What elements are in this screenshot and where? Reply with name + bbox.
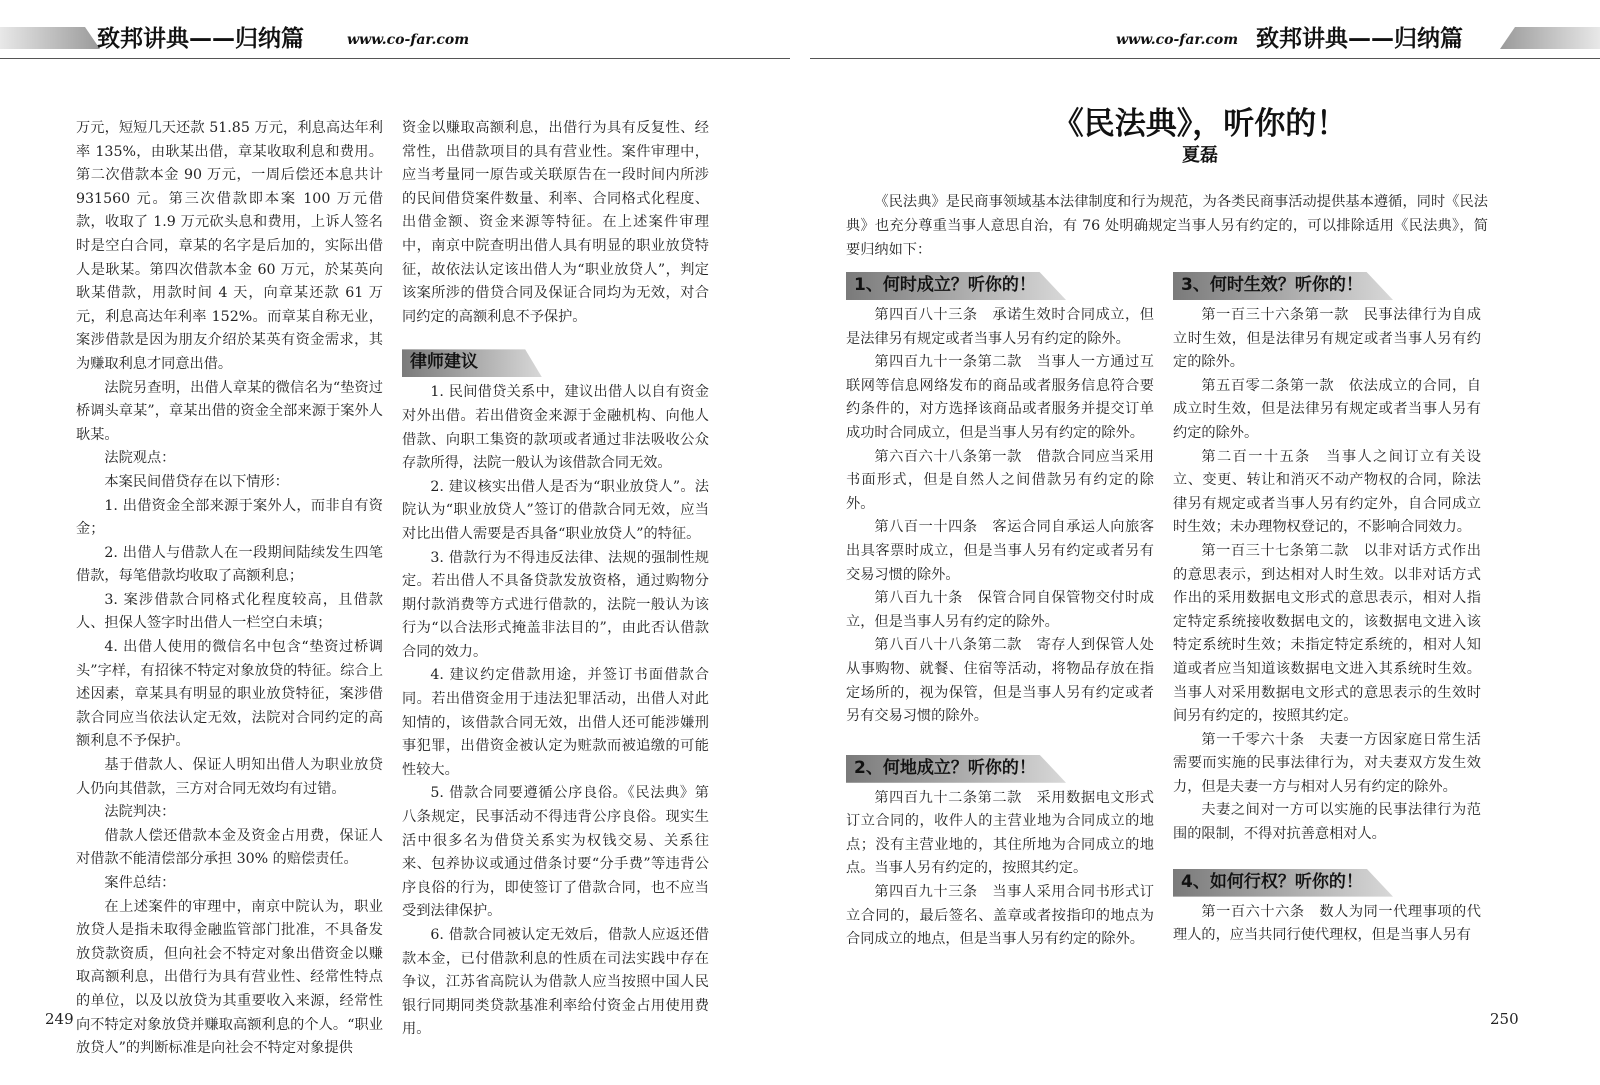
paragraph: 万元，短短几天还款 51.85 万元，利息高达年利率 135%，由耿某出借，章某收取利息和费用。第二次借款本金 90 万元，一周后偿还本息共计 931560 元。第三次借款即本案 100 万元借款，收取了 1.9 万元砍头息和费用，上诉人签名时是空白合同，章某的名字是后加的，实际出借人是耿某。第四次借款本金 60 万元，於某英向耿某借款，用款时间 4 天，向章某还款 61 万元，利息高达年利率 152%。而章某自称无业，案涉借款是因为朋友介绍於某英有资金需求，其为赚取利息才同意出借。 (76, 120, 383, 372)
paragraph: 1. 民间借贷关系中，建议出借人以自有资金对外出借。若出借资金来源于金融机构、向他人借款、向职工集资的款项或者通过非法吸收公众存款所得，法院一般认为该借款合同无效。 (402, 384, 709, 472)
header-rule (0, 58, 790, 59)
paragraph: 法院另查明，出借人章某的微信名为“垫资过桥调头章某”，章某出借的资金全部来源于案外人耿某。 (76, 379, 383, 443)
left-column-2 (402, 117, 709, 1042)
paragraph: 第四百九十三条 当事人采用合同书形式订立合同的，最后签名、盖章或者按指印的地点为合同成立的地点，但是当事人另有约定的除外。 (846, 884, 1154, 948)
paragraph: 夫妻之间对一方可以实施的民事法律行为范围的限制，不得对抗善意相对人。 (1173, 802, 1481, 843)
paragraph: 第二百一十五条 当事人之间订立有关设立、变更、转让和消灭不动产物权的合同，除法律另有规定或者当事人另有约定外，自合同成立时生效；未办理物权登记的，不影响合同效力。 (1173, 448, 1481, 536)
paragraph: 基于借款人、保证人明知出借人为职业放贷人仍向其借款，三方对合同无效均有过错。 (76, 757, 383, 797)
section-2-heading: 2、何地成立？听你的！ (854, 757, 1036, 778)
right-page (800, 0, 1600, 1085)
paragraph: 3. 借款行为不得违反法律、法规的强制性规定。若出借人不具备贷款发放资格，通过购物分期付款消费等方式进行借款的，法院一般认为该行为“以合法形式掩盖非法目的”，由此否认借款合同的效力。 (402, 549, 709, 660)
paragraph: 2. 出借人与借款人在一段期间陆续发生四笔借款，每笔借款均收取了高额利息； (76, 544, 383, 585)
paragraph: 第一千零六十条 夫妻一方因家庭日常生活需要而实施的民事法律行为，对夫妻双方发生效力，但是夫妻一方与相对人另有约定的除外。 (1173, 731, 1481, 795)
paragraph: 1. 出借资金全部来源于案外人，而非自有资金； (76, 497, 383, 538)
paragraph: 第四百九十二条第二款 采用数据电文形式订立合同的，收件人的主营业地为合同成立的地点；没有主营业地的，其住所地为合同成立的地点。当事人另有约定的，按照其约定。 (846, 789, 1154, 877)
section-3-heading: 3、何时生效？听你的！ (1181, 275, 1363, 295)
lawyer-advice-heading: 律师建议 (410, 352, 478, 373)
paragraph: 法院观点： (104, 450, 176, 467)
section-heading (1173, 272, 1481, 300)
page-number: 250 (1490, 1010, 1519, 1028)
paragraph: 4. 出借人使用的微信名中包含“垫资过桥调头”字样，有招徕不特定对象放贷的特征。综合上述因素，章某具有明显的职业放贷特征，案涉借款合同应当依法认定无效，法院对合同约定的高额利息不予保护。 (76, 639, 383, 750)
paragraph: 第八百九十条 保管合同自保管物交付时成立，但是当事人另有约定的除外。 (846, 590, 1154, 630)
right-column-1 (846, 252, 1154, 952)
paragraph: 法院判决： (104, 804, 176, 821)
paragraph: 借款人偿还借款本金及资金占用费，保证人对借款不能清偿部分承担 30% 的赔偿责任。 (76, 827, 383, 868)
paragraph: 第一百三十七条第二款 以非对话方式作出的意思表示，到达相对人时生效。以非对话方式作出的采用数据电文形式的意思表示，相对人指定特定系统接收数据电文的，该数据电文进入该特定系统时生效；未指定特定系统的，相对人知道或者应当知道该数据电文进入其系统时生效。当事人对采用数据电文形式的意思表示的生效时间另有约定的，按照其约定。 (1173, 542, 1481, 725)
paragraph: 本案民间借贷存在以下情形： (104, 473, 289, 490)
paragraph: 2. 建议核实出借人是否为“职业放贷人”。法院认为“职业放贷人”签订的借款合同无效，应当对比出借人需要是否具备“职业放贷人”的特征。 (402, 478, 709, 542)
section-heading (846, 272, 1154, 300)
header-title: 致邦讲典——归纳篇 (97, 26, 304, 52)
header-url: www.co-far.com (347, 32, 470, 48)
section-4-heading: 4、如何行权？听你的！ (1181, 871, 1363, 892)
header-url: www.co-far.com (1116, 32, 1239, 48)
paragraph: 第八百一十四条 客运合同自承运人向旅客出具客票时成立，但是当事人另有约定或者另有交易习惯的除外。 (846, 519, 1154, 583)
intro-paragraph: 《民法典》是民商事领域基本法律制度和行为规范，为各类民商事活动提供基本遵循，同时《民法典》也充分尊重当事人意思自治，有 76 处明确规定当事人另有约定的，可以排除适用《民法典》，简要归纳如下： (846, 194, 1488, 258)
paragraph: 第六百六十八条第一款 借款合同应当采用书面形式，但是自然人之间借款另有约定的除外。 (846, 448, 1154, 512)
paragraph: 第八百八十八条第二款 寄存人到保管人处从事购物、就餐、住宿等活动，将物品存放在指定场所的，视为保管，但是当事人另有约定或者另有交易习惯的除外。 (846, 637, 1154, 725)
paragraph: 第四百九十一条第二款 当事人一方通过互联网等信息网络发布的商品或者服务信息符合要约条件的，对方选择该商品或者服务并提交订单成功时合同成立，但是当事人另有约定的除外。 (846, 354, 1154, 441)
section-1-heading: 1、何时成立？听你的！ (854, 275, 1036, 295)
article-title: 《民法典》，听你的！ (1052, 106, 1348, 142)
section-heading (846, 755, 1154, 783)
paragraph: 资金以赚取高额利息，出借行为具有反复性、经常性，出借款项目的具有营业性。案件审理中，应当考量同一原告或关联原告在一段时间内所涉的民间借贷案件数量、利率、合同格式化程度、出借金额、资金来源等特征。在上述案件审理中，南京中院查明出借人具有明显的职业放贷特征，故依法认定该出借人为“职业放贷人”，判定该案所涉的借贷合同及保证合同均为无效，对合同约定的高额利息不予保护。 (402, 120, 709, 325)
paragraph: 在上述案件的审理中，南京中院认为，职业放贷人是指未取得金融监管部门批准，不具备发放贷款资质，但向社会不特定对象出借资金以赚取高额利息，出借行为具有营业性、经常性特点的单位，以及以放贷为其重要收入来源，经常性向不特定对象放贷并赚取高额利息的个人。“职业放贷人”的判断标准是向社会不特定对象提供 (76, 898, 383, 1057)
article-author: 夏磊 (1182, 145, 1218, 166)
header-rule (810, 58, 1600, 59)
header-title: 致邦讲典——归纳篇 (1256, 26, 1463, 52)
paragraph: 第五百零二条第一款 依法成立的合同，自成立时生效，但是法律另有规定或者当事人另有约定的除外。 (1173, 377, 1481, 441)
paragraph: 6. 借款合同被认定无效后，借款人应返还借款本金，已付借款利息的性质在司法实践中存在争议，江苏省高院认为借款人应当按照中国人民银行同期同类贷款基准利率给付资金占用使用费用。 (402, 927, 709, 1038)
section-heading (1173, 869, 1481, 897)
paragraph: 案件总结： (104, 875, 176, 891)
paragraph: 5. 借款合同要遵循公序良俗。《民法典》第八条规定，民事活动不得违背公序良俗。现实生活中很多名为借贷关系实为权钱交易、关系往来、包养协议或通过借条讨要“分手费”等违背公序良俗的行为，即使签订了借款合同，也不应当受到法律保护。 (402, 785, 709, 920)
right-column-2 (1173, 252, 1481, 948)
page-number: 249 (45, 1010, 74, 1028)
header-decoration (1500, 27, 1600, 49)
paragraph: 第一百六十六条 数人为同一代理事项的代理人的，应当共同行使代理权，但是当事人另有 (1173, 903, 1481, 944)
paragraph: 第一百三十六条第一款 民事法律行为自成立时生效，但是法律另有规定或者当事人另有约定的除外。 (1173, 307, 1481, 371)
header-decoration (0, 27, 100, 49)
section-heading (402, 349, 709, 377)
left-column-1 (76, 117, 383, 1061)
paragraph: 第四百八十三条 承诺生效时合同成立，但是法律另有规定或者当事人另有约定的除外。 (846, 307, 1154, 347)
paragraph: 3. 案涉借款合同格式化程度较高，且借款人、担保人签字时出借人一栏空白未填； (76, 591, 383, 632)
paragraph: 4. 建议约定借款用途，并签订书面借款合同。若出借资金用于违法犯罪活动，出借人对此知情的，该借款合同无效，出借人还可能涉嫌刑事犯罪，出借资金被认定为赃款而被追缴的可能性较大。 (402, 667, 709, 778)
